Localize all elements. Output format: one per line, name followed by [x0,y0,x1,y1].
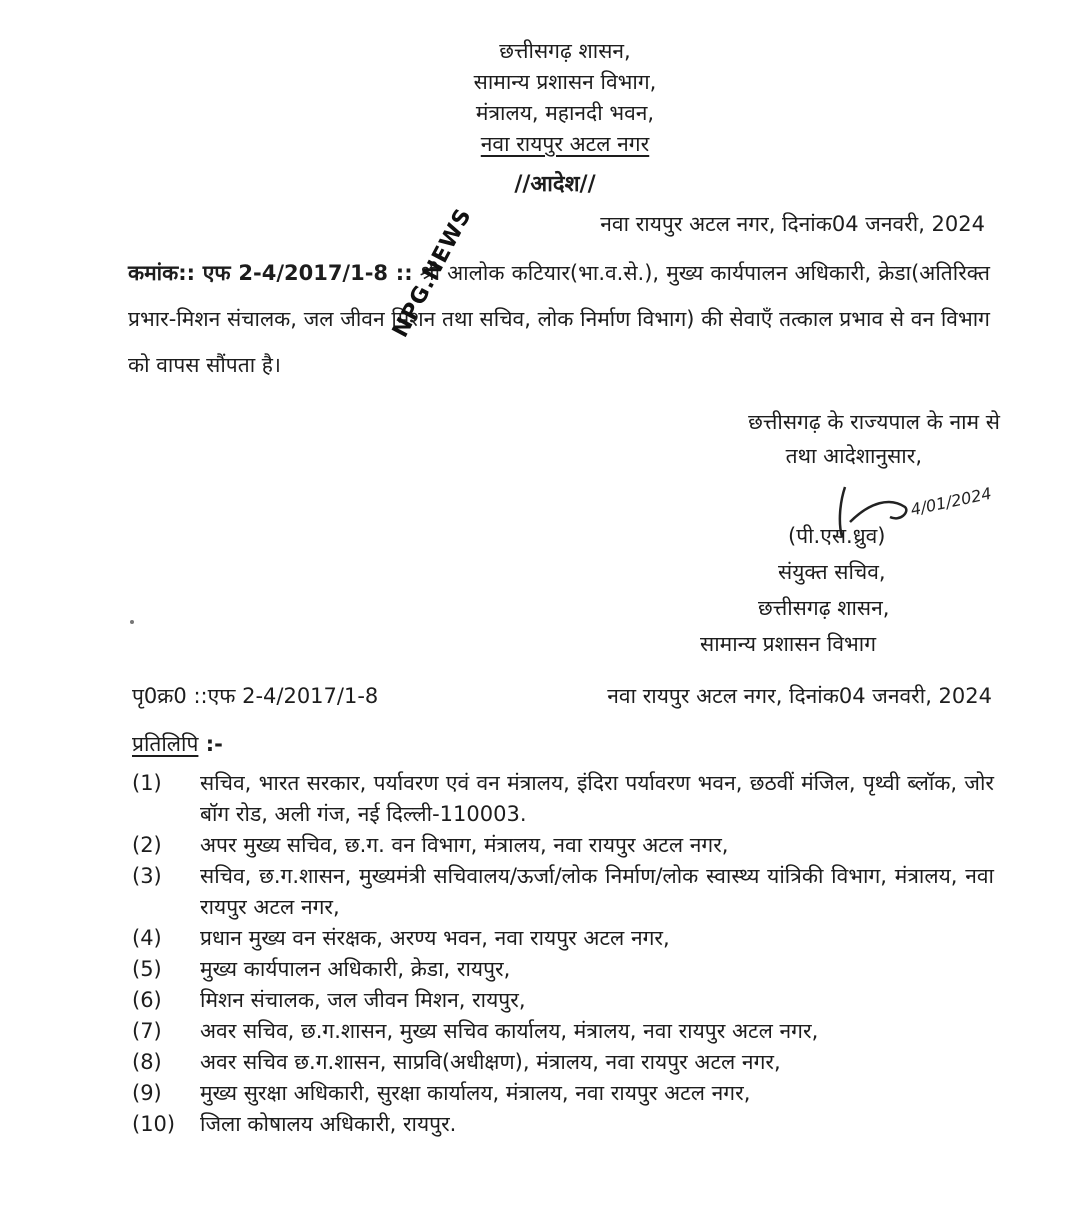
list-item-number: (1) [132,771,162,795]
list-item-text: अवर सचिव, छ.ग.शासन, मुख्य सचिव कार्यालय, मंत्रालय, नवा रायपुर अटल नगर, [200,1019,819,1043]
watermark: NPG.NEWS [388,204,477,342]
list-item-number: (4) [132,926,162,950]
copy-to-label-text: प्रतिलिपि [132,732,199,756]
order-text: श्री आलोक कटियार(भा.व.से.), मुख्य कार्यपालन अधिकारी, क्रेडा(अतिरिक्त प्रभार-मिशन संचालक, जल जीवन मिशन तथा सचिव, लोक निर्माण विभाग) की सेवाएँ तत्काल प्रभाव से वन विभाग को वापस सौंपता है। [128,261,991,377]
scan-speck [130,620,134,624]
list-item [132,1078,994,1109]
list-item-number: (5) [132,957,162,981]
letterhead-line-city: नवा रायपुर अटल नगर [480,132,650,156]
signatory-designation: संयुक्त सचिव, [778,560,886,584]
copy-to-label [132,730,223,758]
order-body [128,250,990,388]
signatory-name: (पी.एस.ध्रुव) [788,524,886,548]
letterhead [400,36,730,160]
letterhead-line-building: मंत्रालय, महानदी भवन, [475,101,655,125]
list-item-text: मुख्य कार्यपालन अधिकारी, क्रेडा, रायपुर, [200,957,511,981]
signatory-department: सामान्य प्रशासन विभाग [700,632,877,656]
list-item-number: (7) [132,1019,162,1043]
list-item [132,861,994,923]
list-item-number: (2) [132,833,162,857]
list-item [132,1016,994,1047]
list-item [132,1109,994,1140]
list-item-text: अपर मुख्य सचिव, छ.ग. वन विभाग, मंत्रालय, नवा रायपुर अटल नगर, [200,833,729,857]
list-item-number: (3) [132,864,162,888]
list-item-number: (8) [132,1050,162,1074]
authority-statement [660,405,1000,473]
authority-line-2: तथा आदेशानुसार, [785,444,922,468]
list-item-text: मिशन संचालक, जल जीवन मिशन, रायपुर, [200,988,526,1012]
list-item-text: सचिव, छ.ग.शासन, मुख्यमंत्री सचिवालय/ऊर्जा/लोक निर्माण/लोक स्वास्थ्य यांत्रिकी विभाग, मंत्रालय, नवा रायपुर अटल नगर, [200,864,994,919]
order-title: //आदेश// [514,172,596,197]
list-item [132,768,994,830]
list-item [132,985,994,1016]
list-item-text: अवर सचिव छ.ग.शासन, साप्रवि(अधीक्षण), मंत्रालय, नवा रायपुर अटल नगर, [200,1050,781,1074]
list-item-text: मुख्य सुरक्षा अधिकारी, सुरक्षा कार्यालय, मंत्रालय, नवा रायपुर अटल नगर, [200,1081,751,1105]
list-item-number: (10) [132,1112,176,1136]
endorsement-date: नवा रायपुर अटल नगर, दिनांक04 जनवरी, 2024 [607,684,992,708]
list-item [132,1047,994,1078]
authority-line-1: छत्तीसगढ़ के राज्यपाल के नाम से [748,410,1000,434]
letterhead-line-govt: छत्तीसगढ़ शासन, [499,39,631,63]
list-item [132,830,994,861]
signature-handwritten-date: 4/01/2024 [908,483,994,520]
copy-to-label-suffix: :- [198,732,223,756]
copy-recipient-list [132,768,994,1140]
list-item-number: (6) [132,988,162,1012]
signatory-block [700,518,1000,662]
list-item-text: प्रधान मुख्य वन संरक्षक, अरण्य भवन, नवा रायपुर अटल नगर, [200,926,670,950]
list-item-text: जिला कोषालय अधिकारी, रायपुर. [200,1112,457,1136]
list-item [132,923,994,954]
order-dateline: नवा रायपुर अटल नगर, दिनांक04 जनवरी, 2024 [600,212,985,236]
list-item-text: सचिव, भारत सरकार, पर्यावरण एवं वन मंत्रालय, इंदिरा पर्यावरण भवन, छठवीं मंजिल, पृथ्वी ब्लॉक, जोर बॉग रोड, अली गंज, नई दिल्ली-110003. [200,771,994,826]
list-item-number: (9) [132,1081,162,1105]
list-item [132,954,994,985]
order-number: कमांक:: एफ 2-4/2017/1-8 :: [128,261,413,285]
endorsement-ref-number: पृ0क्र0 ::एफ 2-4/2017/1-8 [132,684,379,708]
letterhead-line-dept: सामान्य प्रशासन विभाग, [473,70,657,94]
signatory-government: छत्तीसगढ़ शासन, [758,596,890,620]
